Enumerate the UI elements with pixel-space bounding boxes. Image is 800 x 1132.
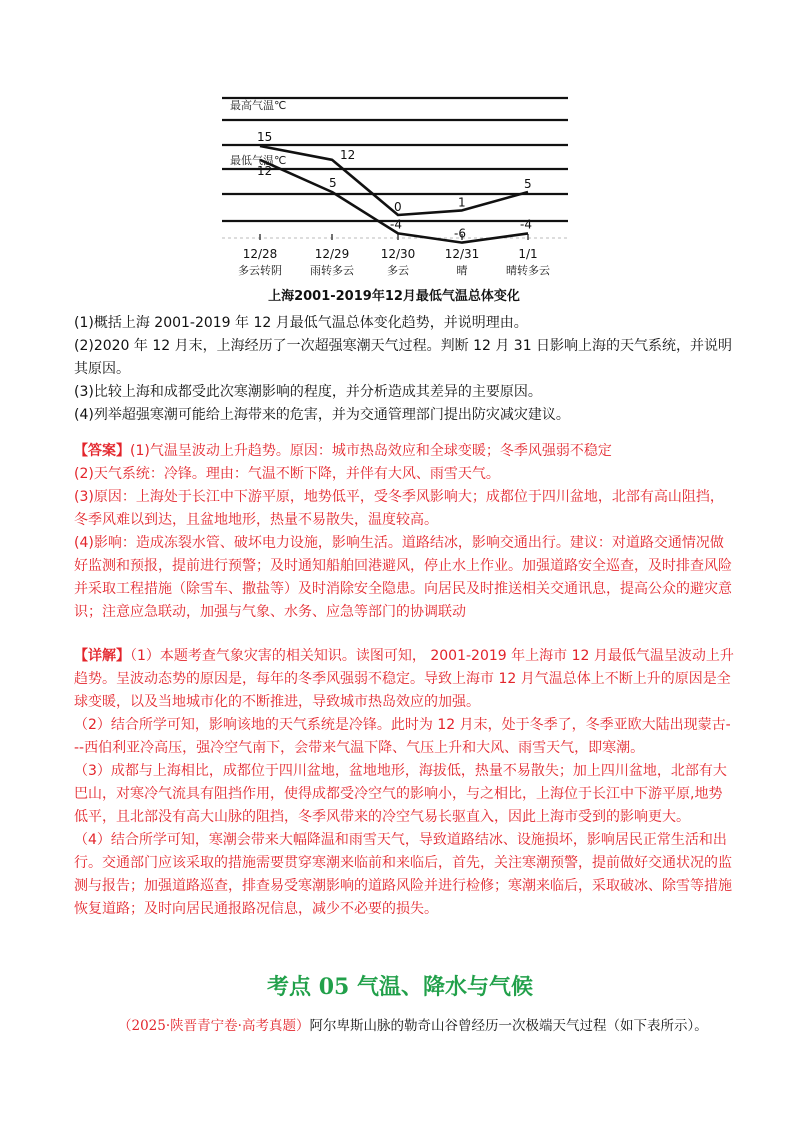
data-label-1-0: 12	[257, 163, 273, 178]
answer-2: (2)天气系统：冷锋。理由：气温不断下降，并伴有大风、雨雪天气。	[74, 466, 500, 482]
data-label-0-2: 0	[394, 200, 402, 214]
data-label-0-3: 1	[458, 195, 466, 210]
answer-4: (4)影响：造成冻裂水管、破坏电力设施，影响生活。道路结冰，影响交通出行。建议：对道路交通情况做好监测和预报，提前进行预警；及时通知船舶回港避风，停止水上作业。加强道路安全巡查，及时排查风险并采取工程措施（除雪车、撒盐等）及时消除安全隐患。向居民及时推送相关交通讯息，提高公众的避灾意识；注意应急联动，加强与气象、水务、应急等部门的协调联动	[74, 535, 732, 620]
question-2: (2)2020 年 12 月末，上海经历了一次超强寒潮天气过程。判断 12 月 31 日影响上海的天气系统，并说明其原因。	[74, 338, 733, 377]
weather-label-0: 多云转阴	[238, 264, 282, 277]
date-label-1: 12/29	[314, 247, 350, 261]
question-4: (4)列举超强寒潮可能给上海带来的危害，并为交通管理部门提出防灾减灾建议。	[74, 407, 570, 423]
data-label-1-4: -4	[520, 217, 532, 232]
date-label-3: 12/31	[444, 247, 480, 261]
data-label-0-1: 12	[340, 147, 356, 162]
detail-tag: 【详解】	[74, 648, 130, 664]
weather-label-1: 雨转多云	[310, 264, 354, 277]
label-max-temp: 最高气温℃	[230, 99, 287, 112]
data-label-1-1: 5	[329, 176, 337, 190]
answer-tag: 【答案】	[74, 443, 130, 459]
chart-canvas	[222, 88, 582, 306]
questions-block	[74, 312, 734, 427]
label-min-temp: 最低气温℃	[230, 154, 287, 167]
question-source-line	[118, 1014, 708, 1034]
detail-2: （2）结合所学可知，影响该地的天气系统是冷锋。此时为 12 月末，处于冬季了，冬季亚欧大陆出现蒙古---西伯利亚冷高压，强冷空气南下，会带来气温下降、气压上升和大风、雨雪天气，即寒潮。	[74, 717, 731, 756]
data-label-1-2: -4	[390, 217, 402, 232]
chart-caption: 上海2001-2019年12月最低气温总体变化	[268, 289, 520, 304]
weather-label-4: 晴转多云	[506, 264, 550, 277]
detail-4: （4）结合所学可知，寒潮会带来大幅降温和雨雪天气，导致道路结冰、设施损坏，影响居民正常生活和出行。交通部门应该采取的措施需要贯穿寒潮来临前和来临后，首先，关注寒潮预警，提前做好交通状况的监测与报告；加强道路巡查，排查易受寒潮影响的道路风险并进行检修；寒潮来临后，采取破冰、除雪等措施恢复道路；及时向居民通报路况信息，减少不必要的损失。	[74, 832, 732, 917]
weather-label-3: 晴	[456, 264, 468, 277]
weather-label-2: 多云	[387, 264, 409, 277]
detail-1	[74, 645, 734, 714]
answer-1-text: (1)气温呈波动上升趋势。原因：城市热岛效应和全球变暖；冬季风强弱不稳定	[130, 443, 612, 459]
data-label-1-3: -6	[454, 226, 466, 241]
detail-3: （3）成都与上海相比，成都位于四川盆地，盆地地形，海拔低，热量不易散失；加上四川盆地，北部有大巴山，对寒冷气流具有阻挡作用，使得成都受冷空气的影响小，与之相比，上海位于长江中下游平原,地势低平，且北部没有高大山脉的阻挡，冬季风带来的冷空气易长驱直入，因此上海市受到的影响更大。	[74, 763, 727, 825]
question-source: （2025·陕晋青宁卷·高考真题）	[118, 1018, 310, 1034]
question-intro: 阿尔卑斯山脉的勒奇山谷曾经历一次极端天气过程（如下表所示）。	[309, 1018, 708, 1034]
answer-3: (3)原因：上海处于长江中下游平原，地势低平，受冬季风影响大；成都位于四川盆地，北部有高山阻挡，冬季风难以到达，且盆地地形，热量不易散失，温度较高。	[74, 489, 724, 528]
data-label-0-4: 5	[524, 177, 532, 191]
data-label-0-0: 15	[257, 130, 273, 144]
date-label-4: 1/1	[518, 247, 538, 261]
temperature-line-chart	[222, 88, 582, 306]
date-label-2: 12/30	[380, 247, 416, 261]
date-label-0: 12/28	[242, 247, 278, 261]
detail-1-text: （1）本题考查气象灾害的相关知识。读图可知， 2001-2019 年上海市 12 月最低气温呈波动上升趋势。呈波动态势的原因是，每年的冬季风强弱不稳定。导致上海市 12 月气温总体上不断上升的原因是全球变暖，以及当地城市化的不断推进，导致城市热岛效应的加强。	[74, 648, 734, 710]
question-1: (1)概括上海 2001-2019 年 12 月最低气温总体变化趋势，并说明理由。	[74, 315, 528, 331]
answer-block	[74, 440, 734, 624]
detail-block	[74, 645, 734, 921]
section-title: 考点 05 气温、降水与气候	[267, 974, 533, 1000]
question-3: (3)比较上海和成都受此次寒潮影响的程度，并分析造成其差异的主要原因。	[74, 384, 542, 400]
answer-1	[74, 440, 734, 463]
